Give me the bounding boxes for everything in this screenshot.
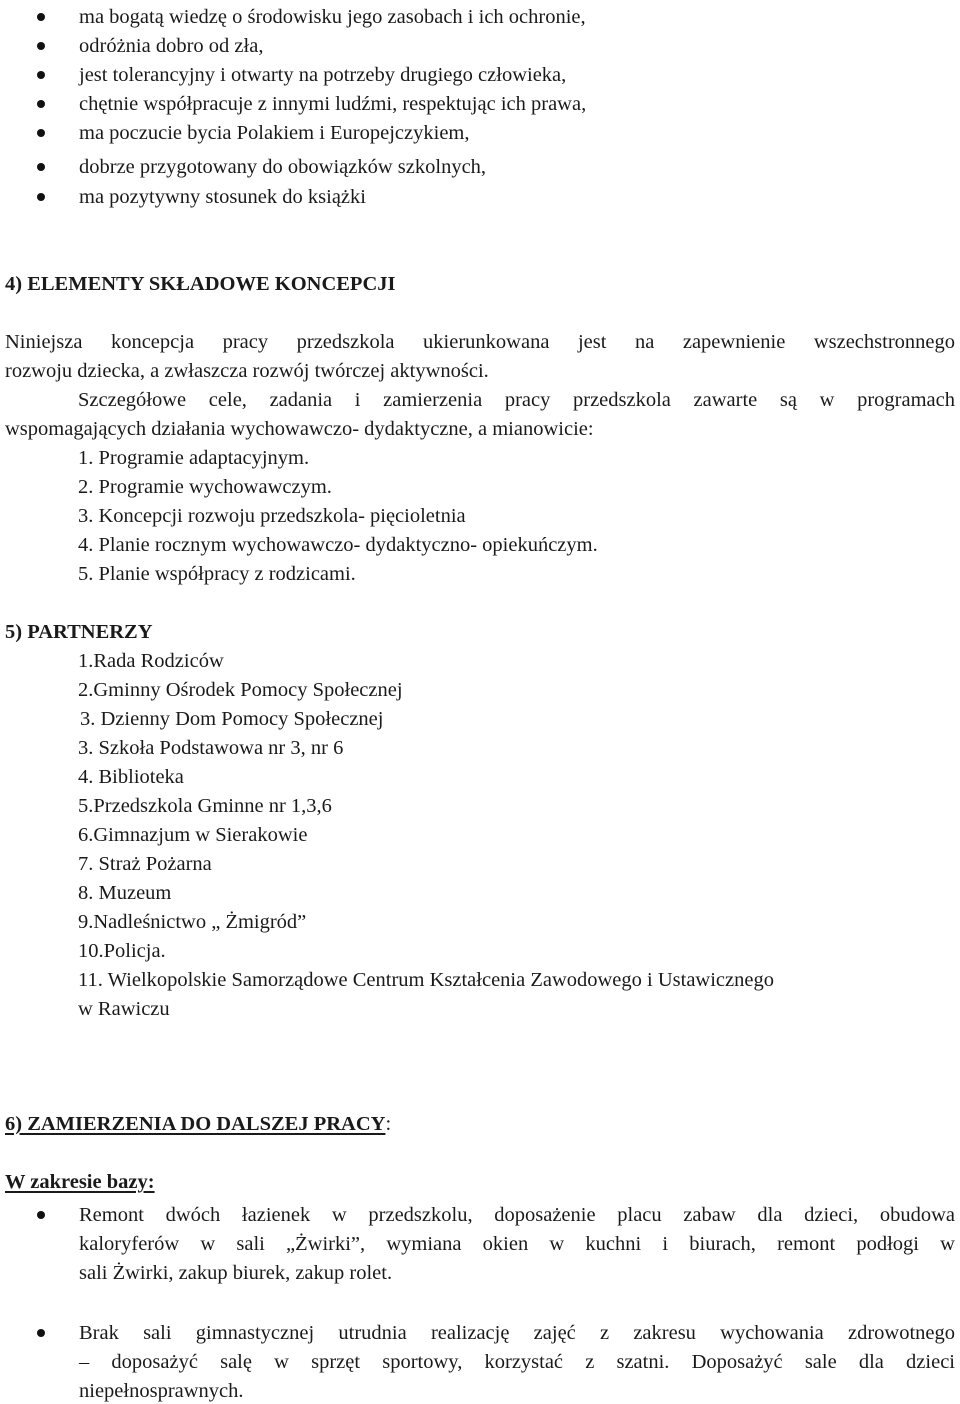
list-item: odróżnia dobro od zła,	[79, 35, 264, 57]
list-item: 1. Programie adaptacyjnym.	[78, 447, 310, 469]
list-item: 1.Rada Rodziców	[78, 650, 224, 672]
list-item: ma pozytywny stosunek do książki	[79, 186, 366, 208]
bullet-icon	[37, 13, 45, 21]
list-item: 7. Straż Pożarna	[78, 853, 212, 875]
section-6-heading-colon: :	[385, 1113, 392, 1135]
list-item: 10.Policja.	[78, 940, 166, 962]
list-item-line: – doposażyć salę w sprzęt sportowy, korzystać z szatni. Doposażyć sale dla dzieci	[79, 1351, 955, 1373]
list-item: jest tolerancyjny i otwarty na potrzeby drugiego człowieka,	[79, 64, 567, 86]
bullet-icon	[37, 100, 45, 108]
list-item-line: sali Żwirki, zakup biurek, zakup rolet.	[79, 1262, 393, 1284]
bullet-icon	[37, 129, 45, 137]
list-item: 2.Gminny Ośrodek Pomocy Społecznej	[78, 679, 403, 701]
list-item: 4. Planie rocznym wychowawczo- dydaktyczno- opiekuńczym.	[78, 534, 598, 556]
list-item-line: Remont dwóch łazienek w przedszkolu, doposażenie placu zabaw dla dzieci, obudowa	[79, 1204, 955, 1226]
section-6-subheading: W zakresie bazy:	[5, 1171, 155, 1193]
list-item: 8. Muzeum	[78, 882, 172, 904]
list-item: 6.Gimnazjum w Sierakowie	[78, 824, 308, 846]
list-item: 4. Biblioteka	[78, 766, 184, 788]
section-4-paragraph-2-line-2: wspomagających działania wychowawczo- dydaktyczne, a mianowicie:	[5, 418, 594, 440]
list-item: w Rawiczu	[78, 998, 170, 1020]
list-item: 5.Przedszkola Gminne nr 1,3,6	[78, 795, 332, 817]
bullet-icon	[37, 163, 45, 171]
list-item: 9.Nadleśnictwo „ Żmigród”	[78, 911, 307, 933]
section-6-heading	[5, 1112, 391, 1136]
section-6-heading-text: 6) ZAMIERZENIA DO DALSZEJ PRACY	[5, 1113, 386, 1135]
section-5-heading: 5) PARTNERZY	[5, 621, 153, 643]
list-item: 2. Programie wychowawczym.	[78, 476, 332, 498]
section-4-paragraph-1-line-1: Niniejsza koncepcja pracy przedszkola ukierunkowana jest na zapewnienie wszechstronnego	[5, 331, 955, 353]
list-item: 3. Szkoła Podstawowa nr 3, nr 6	[78, 737, 344, 759]
list-item: chętnie współpracuje z innymi ludźmi, respektując ich prawa,	[79, 93, 587, 115]
bullet-icon	[37, 1211, 45, 1219]
list-item-line: niepełnosprawnych.	[79, 1380, 244, 1402]
list-item: 11. Wielkopolskie Samorządowe Centrum Kształcenia Zawodowego i Ustawicznego	[78, 969, 774, 991]
bullet-icon	[37, 193, 45, 201]
list-item-line: kaloryferów w sali „Żwirki”, wymiana okien w kuchni i biurach, remont podłogi w	[79, 1233, 955, 1255]
list-item-line: Brak sali gimnastycznej utrudnia realizację zajęć z zakresu wychowania zdrowotnego	[79, 1322, 955, 1344]
bullet-icon	[37, 1329, 45, 1337]
list-item: ma poczucie bycia Polakiem i Europejczykiem,	[79, 122, 470, 144]
bullet-icon	[37, 71, 45, 79]
list-item: 3. Dzienny Dom Pomocy Społecznej	[80, 708, 384, 730]
list-item: ma bogatą wiedzę o środowisku jego zasobach i ich ochronie,	[79, 6, 586, 28]
list-item: 5. Planie współpracy z rodzicami.	[78, 563, 356, 585]
section-4-heading: 4) ELEMENTY SKŁADOWE KONCEPCJI	[5, 273, 396, 295]
section-4-paragraph-1-line-2: rozwoju dziecka, a zwłaszcza rozwój twórczej aktywności.	[5, 360, 489, 382]
list-item: dobrze przygotowany do obowiązków szkolnych,	[79, 156, 487, 178]
list-item: 3. Koncepcji rozwoju przedszkola- pięcioletnia	[78, 505, 466, 527]
bullet-icon	[37, 42, 45, 50]
section-4-paragraph-2-line-1: Szczegółowe cele, zadania i zamierzenia pracy przedszkola zawarte są w programach	[78, 389, 955, 411]
